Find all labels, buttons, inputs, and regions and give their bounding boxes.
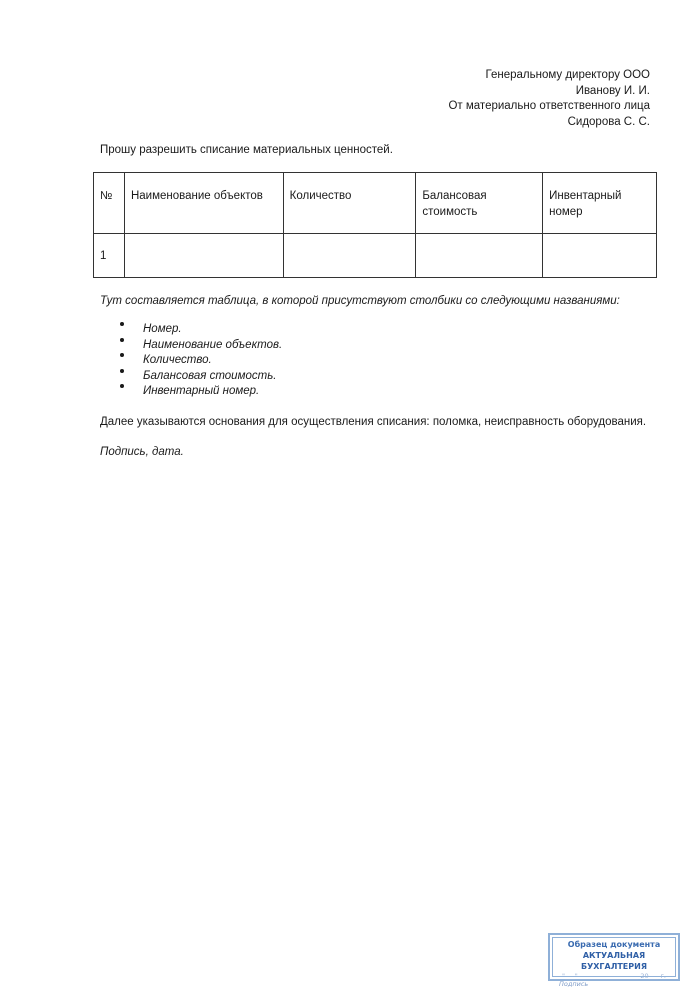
stamp-frame bbox=[552, 937, 676, 988]
list-item bbox=[120, 322, 282, 338]
column-header-quantity: Количество bbox=[283, 173, 416, 234]
table-cell bbox=[543, 234, 657, 278]
list-item-text: Инвентарный номер. bbox=[143, 385, 260, 397]
list-item bbox=[120, 353, 282, 369]
stamp-date-line: "___" __________________ 20___ г. bbox=[562, 972, 666, 980]
list-item bbox=[120, 369, 282, 385]
column-header-number: № bbox=[94, 173, 125, 234]
stamp-title: Образец документа bbox=[567, 940, 661, 949]
addressee-line-4: Сидорова С. С. bbox=[567, 115, 650, 128]
stamp-brand: АКТУАЛЬНАЯ БУХГАЛТЕРИЯ bbox=[580, 951, 647, 971]
list-item-text: Балансовая стоимость. bbox=[143, 369, 277, 382]
column-header-name: Наименование объектов bbox=[124, 173, 283, 234]
signature-date-text: Подпись, дата. bbox=[100, 446, 184, 458]
bullet-icon bbox=[120, 369, 124, 373]
sample-document-stamp bbox=[548, 933, 680, 988]
table-row bbox=[94, 234, 657, 278]
addressee-line-3: От материально ответственного лица bbox=[448, 100, 650, 112]
bullet-icon bbox=[120, 338, 124, 342]
stamp-signature-label: Подпись bbox=[559, 980, 589, 988]
bullet-icon bbox=[120, 322, 124, 326]
list-item bbox=[120, 338, 282, 354]
column-header-inventory-number: Инвентарный номер bbox=[543, 173, 657, 234]
addressee-line-2: Иванову И. И. bbox=[575, 84, 650, 97]
list-item-text: Наименование объектов. bbox=[143, 338, 283, 351]
column-header-book-value: Балансовая стоимость bbox=[416, 173, 543, 234]
write-off-table bbox=[93, 172, 657, 278]
bullet-icon bbox=[120, 384, 124, 388]
list-item bbox=[120, 384, 282, 400]
table-cell bbox=[124, 234, 283, 278]
table-cell: 1 bbox=[94, 234, 125, 278]
list-item-text: Номер. bbox=[143, 323, 182, 335]
table-cell bbox=[283, 234, 416, 278]
addressee-block bbox=[448, 68, 650, 130]
request-text: Прошу разрешить списание материальных ценностей. bbox=[100, 144, 393, 156]
column-list bbox=[120, 322, 282, 400]
bullet-icon bbox=[120, 353, 124, 357]
addressee-line-1: Генеральному директору ООО bbox=[485, 69, 650, 81]
table-note: Тут составляется таблица, в которой присутствуют столбики со следующими названиями: bbox=[100, 295, 620, 307]
write-off-basis-text: Далее указываются основания для осуществления списания: поломка, неисправность оборудования. bbox=[100, 416, 647, 428]
table-header-row bbox=[94, 173, 657, 234]
list-item-text: Количество. bbox=[143, 354, 212, 366]
table-cell bbox=[416, 234, 543, 278]
